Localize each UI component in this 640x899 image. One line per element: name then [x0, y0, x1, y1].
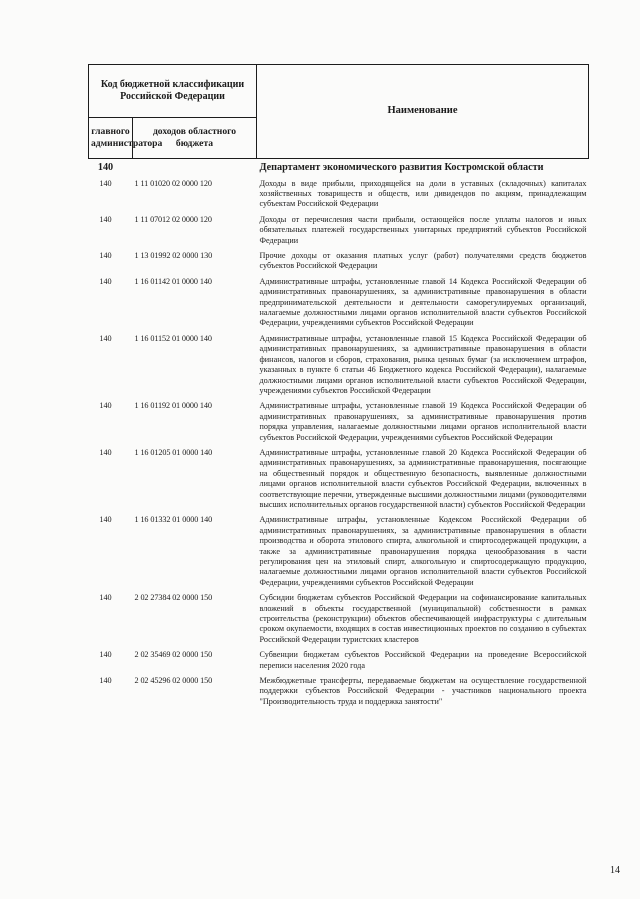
income-code: 1 13 01992 02 0000 130	[134, 251, 213, 261]
admin-code: 140	[99, 401, 112, 411]
table-row	[89, 591, 589, 648]
admin-code: 140	[99, 178, 112, 188]
revenue-name: Административные штрафы, установленные главой 20 Кодекса Российской Федерации об административных правонарушениях, за административные правонарушения, посягающие на общественный порядок и общественную безопасность, выявленные должностными лицами органов исполнительной власти субъектов Российской Федерации, включенных в соответствующие перечни, утвержденные высшими должностными лицами (руководителями высших исполнительных органов государственной власти) субъектов Российской Федерации	[259, 447, 587, 509]
header-admin: главного администратора	[89, 118, 133, 159]
department-income-code	[133, 159, 257, 177]
revenue-name: Прочие доходы от оказания платных услуг (работ) получателями средств бюджетов субъектов Российской Федерации	[259, 251, 587, 271]
revenue-name: Административные штрафы, установленные Кодексом Российской Федерации об административных правонарушениях, за административные правонарушения в области производства и оборота этилового спирта, алкогольной и спиртосодержащей продукции, а также за административные правонарушения порядка ценообразования в части регулирования цен на этиловый спирт, алкогольную и спиртосодержащую продукцию, налагаемые должностными лицами органов исполнительной власти субъектов Российской Федерации, учреждениями субъектов Российской Федерации	[259, 515, 587, 587]
revenue-name: Административные штрафы, установленные главой 14 Кодекса Российской Федерации об административных правонарушениях, за административные правонарушения в области предпринимательской деятельности и деятельности саморегулируемых организаций, налагаемые должностными лицами органов исполнительной власти субъектов Российской Федерации, учреждениями субъектов Российской Федерации	[259, 276, 587, 328]
page-number: 14	[610, 865, 620, 876]
table-row	[89, 674, 589, 710]
table-row	[89, 275, 589, 332]
table-row	[89, 332, 589, 399]
budget-classification-table	[88, 64, 589, 710]
revenue-name: Доходы от перечисления части прибыли, остающейся после уплаты налогов и иных обязательных платежей государственных унитарных предприятий субъектов Российской Федерации	[259, 214, 587, 245]
income-code: 1 11 07012 02 0000 120	[134, 214, 212, 224]
revenue-name: Субвенции бюджетам субъектов Российской Федерации на проведение Всероссийской переписи населения 2020 года	[259, 650, 587, 670]
table-row	[89, 648, 589, 674]
revenue-name: Субсидии бюджетам субъектов Российской Федерации на софинансирование капитальных вложений в объекты государственной (муниципальной) собственности в рамках строительства (реконструкции) объектов обеспечивающей инфраструктуры с длительным сроком окупаемости, входящих в состав инвестиционных проектов по созданию в субъектах Российской Федерации туристских кластеров	[259, 593, 587, 644]
admin-code: 140	[99, 447, 112, 457]
income-code: 1 11 01020 02 0000 120	[134, 178, 212, 188]
admin-code: 140	[99, 276, 112, 286]
revenue-name: Административные штрафы, установленные главой 15 Кодекса Российской Федерации об административных правонарушениях, за административные правонарушения в области финансов, налогов и сборов, страхования, рынка ценных бумаг (за исключением штрафов, указанных в пункте 6 статьи 46 Бюджетного кодекса Российской Федерации), налагаемые должностными лицами органов исполнительной власти субъектов Российской Федерации, учреждениями субъектов Российской Федерации	[259, 333, 587, 395]
income-code: 2 02 35469 02 0000 150	[134, 650, 213, 660]
revenue-name: Административные штрафы, установленные главой 19 Кодекса Российской Федерации об административных правонарушениях, за административные правонарушения против порядка управления, налагаемые должностными лицами органов исполнительной власти субъектов Российской Федерации, учреждениями субъектов Российской Федерации	[259, 401, 587, 442]
department-row	[89, 159, 589, 177]
header-kbk: Код бюджетной классификации Российской Федерации	[89, 65, 257, 118]
table-row	[89, 249, 589, 275]
income-code: 1 16 01332 01 0000 140	[134, 515, 213, 525]
table-row	[89, 446, 589, 513]
header-name: Наименование	[257, 65, 589, 159]
department-admin-code: 140	[97, 162, 114, 173]
income-code: 2 02 45296 02 0000 150	[134, 676, 213, 686]
income-code: 1 16 01152 01 0000 140	[134, 333, 212, 343]
admin-code: 140	[99, 251, 112, 261]
admin-code: 140	[99, 333, 112, 343]
income-code: 2 02 27384 02 0000 150	[134, 593, 213, 603]
admin-code: 140	[99, 650, 112, 660]
income-code: 1 16 01192 01 0000 140	[134, 401, 212, 411]
revenue-name: Межбюджетные трансферты, передаваемые бюджетам на осуществление государственной поддержки субъектов Российской Федерации - участников национального проекта "Производительность труда и поддержка занятости"	[259, 676, 587, 706]
table-row	[89, 177, 589, 213]
admin-code: 140	[99, 214, 112, 224]
admin-code: 140	[99, 676, 112, 686]
table-row	[89, 213, 589, 249]
table-row	[89, 399, 589, 446]
admin-code: 140	[99, 593, 112, 603]
department-name: Департамент экономического развития Костромской области	[259, 162, 544, 173]
income-code: 1 16 01205 01 0000 140	[134, 447, 213, 457]
income-code: 1 16 01142 01 0000 140	[134, 276, 212, 286]
table-row	[89, 513, 589, 591]
header-income: доходов областного бюджета	[133, 118, 257, 159]
admin-code: 140	[99, 515, 112, 525]
revenue-name: Доходы в виде прибыли, приходящейся на доли в уставных (складочных) капиталах хозяйственных товариществ и обществ, или дивидендов по акциям, принадлежащим субъектам Российской Федерации	[259, 178, 587, 209]
